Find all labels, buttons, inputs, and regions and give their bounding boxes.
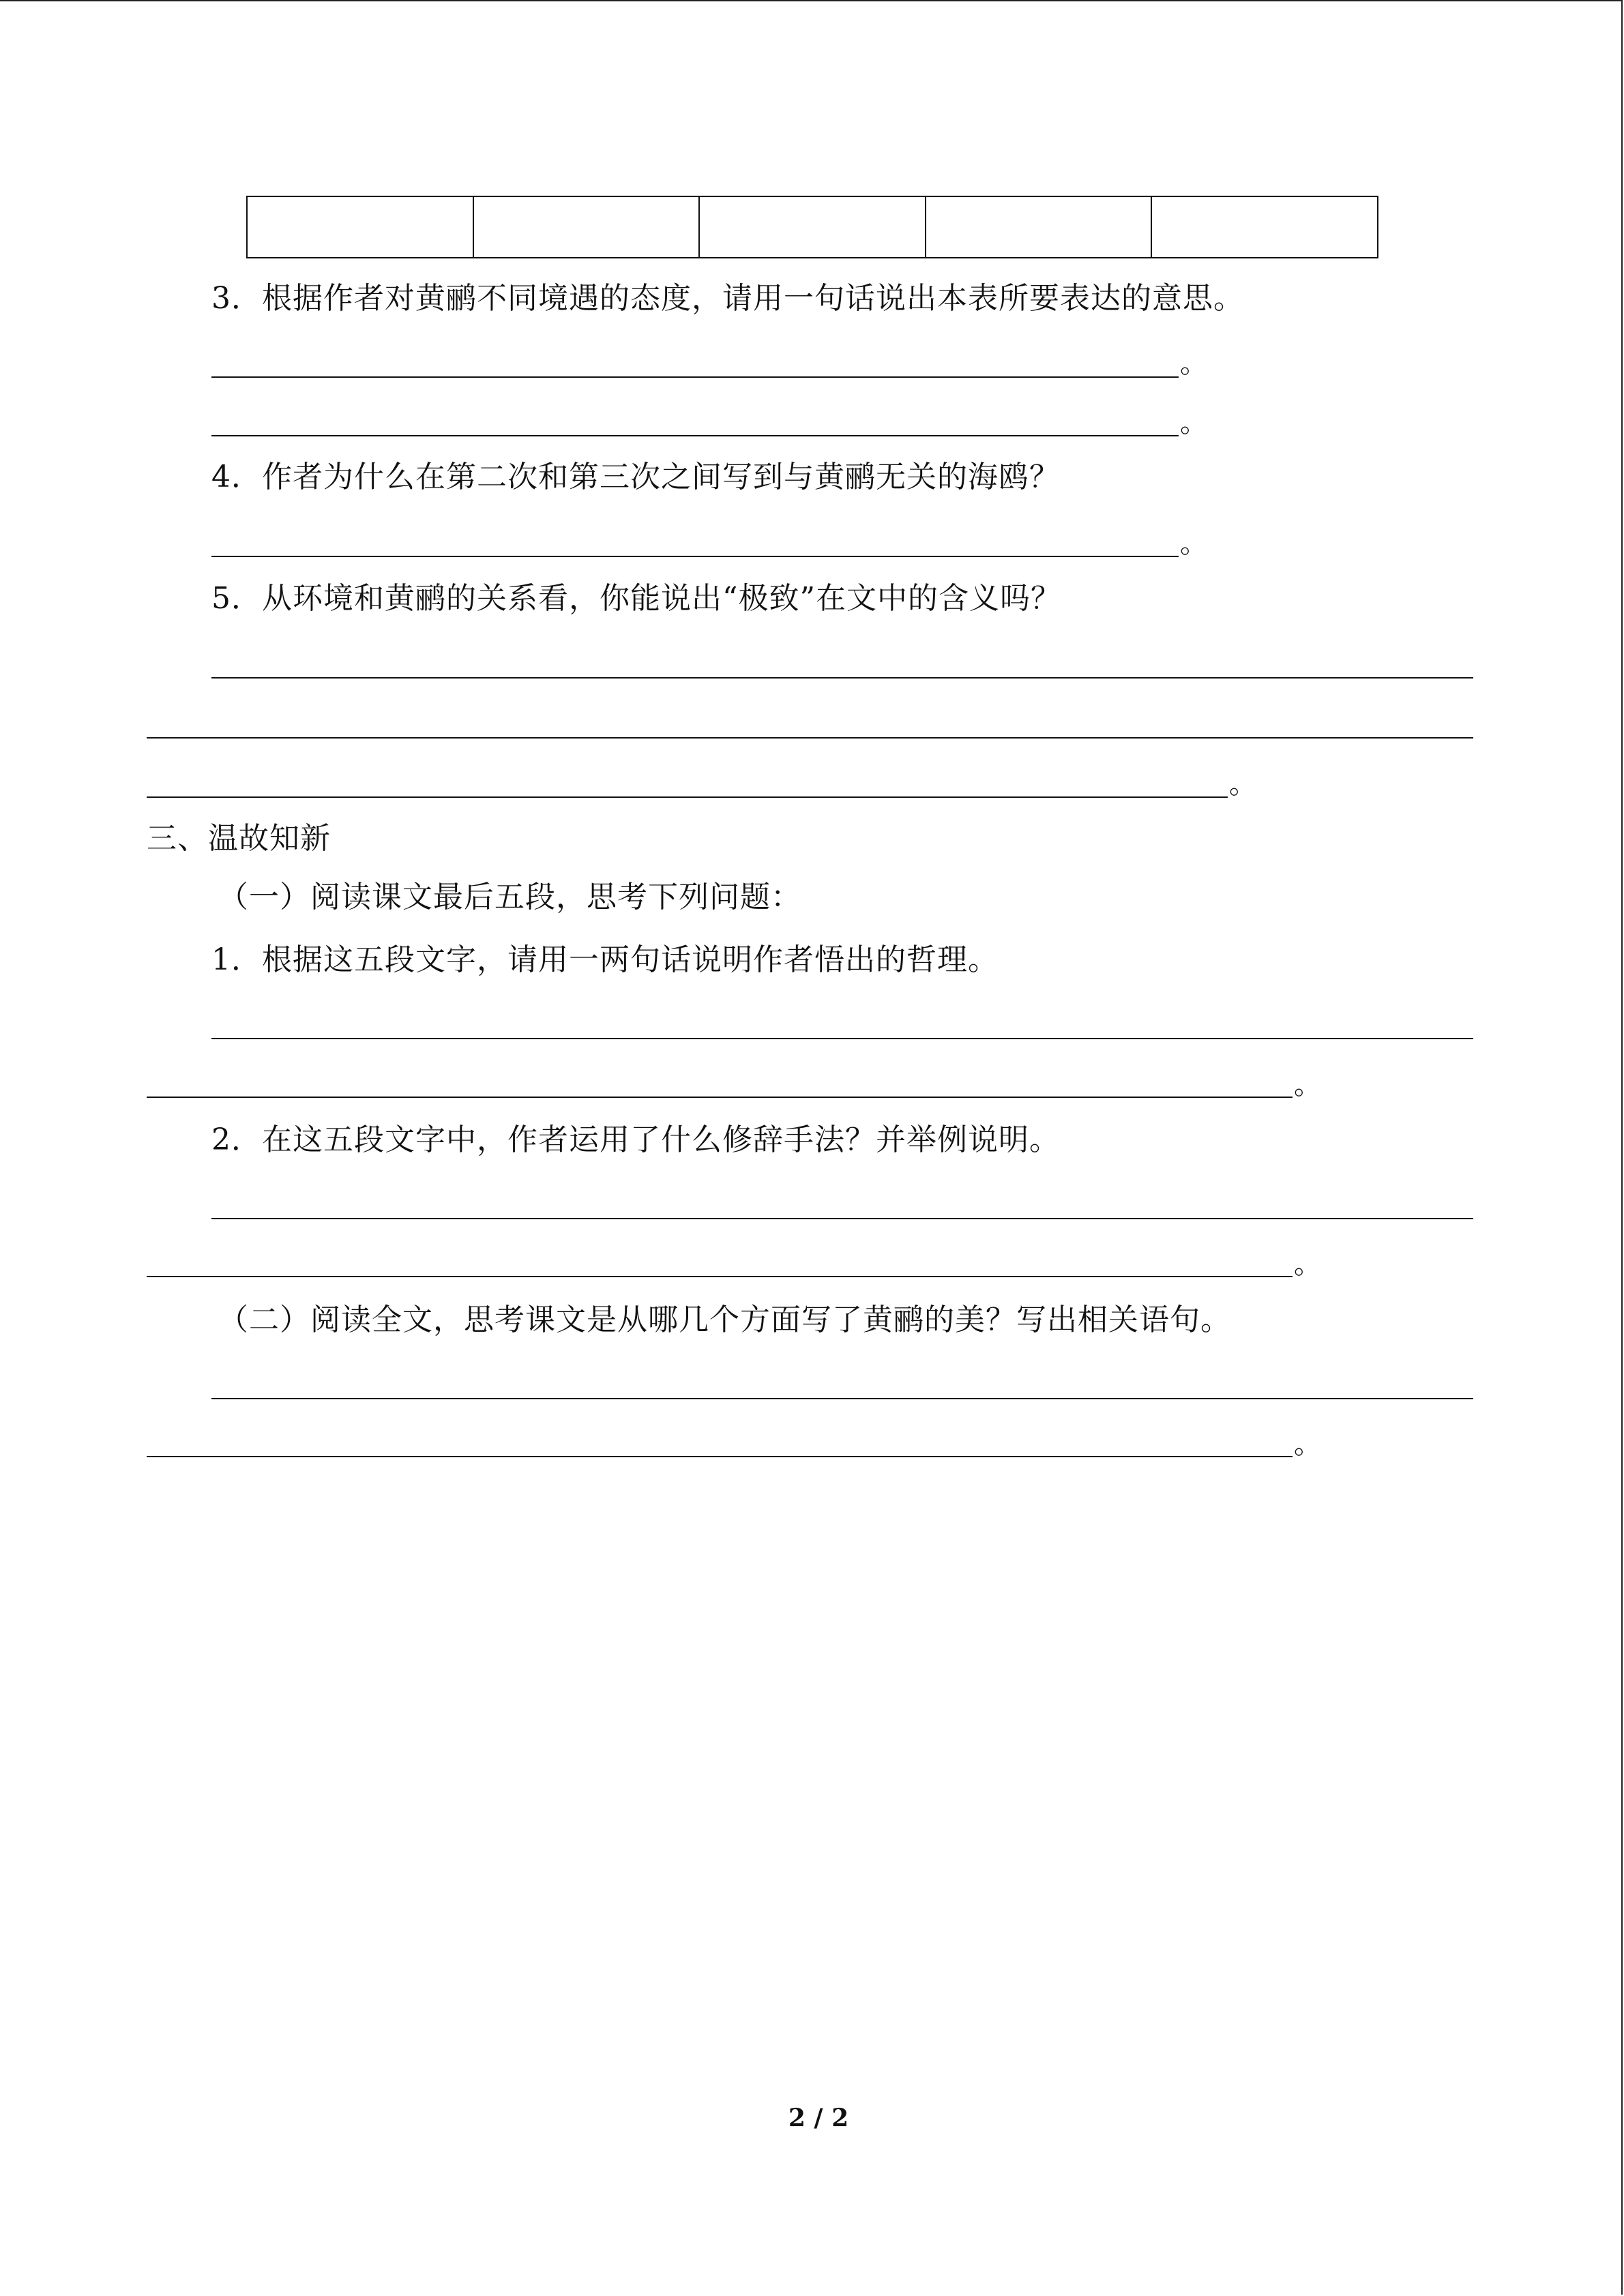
period-mark: 。 <box>1229 769 1256 800</box>
answer-line[interactable] <box>211 376 1179 378</box>
table-cell[interactable] <box>1151 196 1378 258</box>
part-1-question-1: 1．根据这五段文字，请用一两句话说明作者悟出的哲理。 <box>211 942 999 977</box>
period-mark: 。 <box>1294 1429 1321 1460</box>
answer-line[interactable] <box>147 796 1228 798</box>
answer-line[interactable] <box>147 1456 1293 1457</box>
part-1-question-2: 2．在这五段文字中，作者运用了什么修辞手法？并举例说明。 <box>211 1122 1060 1157</box>
table-cell[interactable] <box>473 196 700 258</box>
answer-line[interactable] <box>211 1398 1473 1399</box>
question-5: 5．从环境和黄鹂的关系看，你能说出“极致”在文中的含义吗？ <box>211 581 1061 616</box>
period-mark: 。 <box>1180 528 1207 559</box>
answer-table <box>246 196 1378 258</box>
answer-line[interactable] <box>211 1218 1473 1219</box>
answer-line[interactable] <box>147 737 1473 739</box>
table-row <box>247 196 1378 258</box>
page-number: 2 / 2 <box>788 2104 849 2132</box>
question-4: 4．作者为什么在第二次和第三次之间写到与黄鹂无关的海鸥？ <box>211 460 1060 494</box>
period-mark: 。 <box>1294 1249 1321 1280</box>
table-cell[interactable] <box>926 196 1152 258</box>
period-mark: 。 <box>1294 1069 1321 1101</box>
answer-line[interactable] <box>211 1038 1473 1039</box>
period-mark: 。 <box>1180 348 1207 379</box>
table-cell[interactable] <box>247 196 473 258</box>
question-3: 3．根据作者对黄鹂不同境遇的态度，请用一句话说出本表所要表达的意思。 <box>211 281 1244 316</box>
answer-line[interactable] <box>147 1097 1293 1098</box>
part-1-intro: （一）阅读课文最后五段，思考下列问题： <box>218 880 801 914</box>
period-mark: 。 <box>1180 407 1207 438</box>
part-2-question: （二）阅读全文，思考课文是从哪几个方面写了黄鹂的美？写出相关语句。 <box>218 1302 1231 1337</box>
table-cell[interactable] <box>699 196 926 258</box>
answer-line[interactable] <box>211 677 1473 679</box>
answer-line[interactable] <box>211 435 1179 436</box>
section-heading: 三、温故知新 <box>147 821 331 856</box>
answer-line[interactable] <box>147 1276 1293 1277</box>
answer-line[interactable] <box>211 556 1179 557</box>
